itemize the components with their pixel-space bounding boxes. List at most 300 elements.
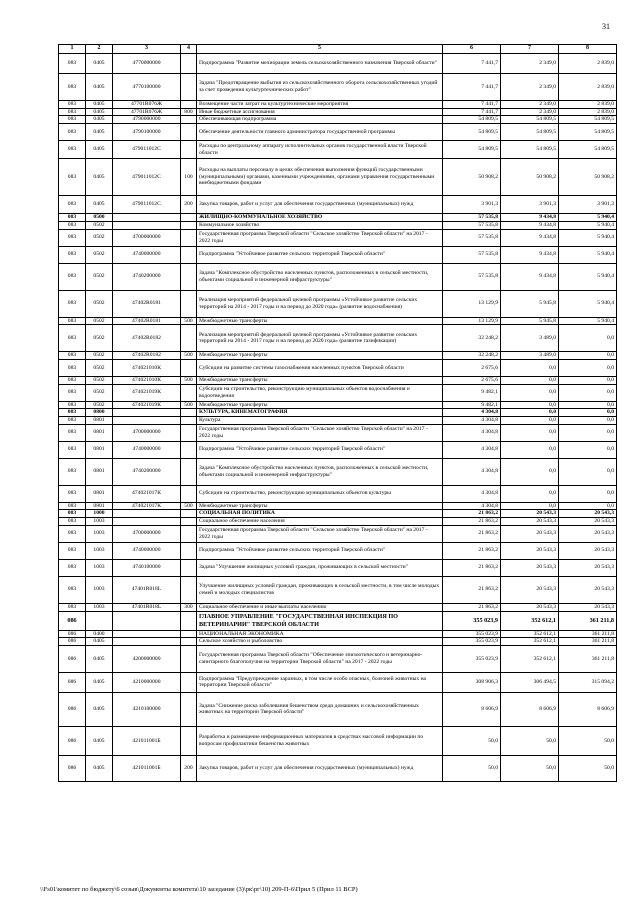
target-article-cell: 474021017К (113, 485, 181, 502)
admin-code-cell: 083 (59, 101, 86, 109)
amount-cell: 0,0 (501, 458, 559, 485)
table-row (59, 525, 617, 542)
column-header: 8 (559, 45, 617, 54)
target-article-cell (113, 214, 181, 222)
table-row (59, 317, 617, 325)
item-name-cell: Задача "Улучшение жилищных условий граждан, проживающих в сельской местности" (197, 559, 443, 576)
amount-cell: 9 434,8 (501, 229, 559, 246)
amount-cell: 306 494,5 (501, 672, 559, 692)
item-name-cell: Реализация мероприятий федеральной целевой программы «Устойчивое развитие сельских территорий на 2014 - 2017 годы и на период до 2020 года» (развитие газификации) (197, 325, 443, 352)
item-name-cell: Задача "Комплексное обустройство населенных пунктов, расположенных в сельской местности, объектами социальной и инженерной инфраструктуры" (197, 263, 443, 290)
admin-code-cell: 083 (59, 518, 86, 526)
expense-type-cell (181, 246, 197, 263)
amount-cell: 21 863,2 (443, 510, 501, 518)
target-article-cell: 47401R018L (113, 603, 181, 611)
amount-cell: 54 809,5 (443, 141, 501, 159)
amount-cell: 5 940,4 (559, 290, 617, 317)
expense-type-cell (181, 54, 197, 74)
section-code-cell: 1003 (86, 559, 113, 576)
section-code-cell: 0801 (86, 502, 113, 510)
section-code-cell: 0502 (86, 290, 113, 317)
expense-type-cell (181, 510, 197, 518)
target-article-cell: 4740100000 (113, 559, 181, 576)
target-article-cell: 47701R076Ж (113, 101, 181, 109)
expense-type-cell: 500 (181, 502, 197, 510)
target-article-cell: 474021010К (113, 376, 181, 384)
admin-code-cell: 083 (59, 290, 86, 317)
target-article-cell: 4770100000 (113, 74, 181, 101)
target-article-cell: 4740000000 (113, 441, 181, 458)
budget-table (58, 44, 617, 782)
table-body (59, 54, 617, 782)
expense-type-cell (181, 525, 197, 542)
column-header: 6 (443, 45, 501, 54)
expense-type-cell (181, 359, 197, 376)
admin-code-cell: 083 (59, 559, 86, 576)
column-header: 4 (181, 45, 197, 54)
amount-cell: 315 094,2 (559, 672, 617, 692)
amount-cell: 4 304,8 (443, 417, 501, 425)
target-article-cell: 47402R0181 (113, 317, 181, 325)
section-code-cell: 0405 (86, 54, 113, 74)
section-code-cell: 0405 (86, 638, 113, 646)
admin-code-cell: 086 (59, 638, 86, 646)
table-row (59, 542, 617, 559)
expense-type-cell (181, 263, 197, 290)
amount-cell: 2 675,6 (443, 359, 501, 376)
amount-cell: 0,0 (501, 417, 559, 425)
admin-code-cell: 086 (59, 755, 86, 781)
item-name-cell: Субсидии на строительство, реконструкцию муниципальных объектов культуры (197, 485, 443, 502)
target-article-cell: 474021019К (113, 384, 181, 401)
admin-code-cell: 083 (59, 196, 86, 214)
expense-type-cell: 500 (181, 376, 197, 384)
item-name-cell: ЖИЛИЩНО-КОММУНАЛЬНОЕ ХОЗЯЙСТВО (197, 214, 443, 222)
table-row (59, 352, 617, 360)
amount-cell: 0,0 (501, 502, 559, 510)
table-row (59, 755, 617, 781)
table-row (59, 692, 617, 726)
amount-cell: 54 809,5 (501, 124, 559, 141)
item-name-cell: Государственная программа Тверской области "Сельское хозяйство Тверской области" на 2017 - 2022 годы (197, 525, 443, 542)
section-code-cell: 1003 (86, 603, 113, 611)
amount-cell: 3 489,0 (501, 352, 559, 360)
item-name-cell: Межбюджетные трансферты (197, 502, 443, 510)
target-article-cell: 47402R0182 (113, 352, 181, 360)
admin-code-cell: 083 (59, 576, 86, 603)
item-name-cell: Разработка и размещение информационных материалов в средствах массовой информации по вопросам профилактики бешенства животных (197, 726, 443, 755)
expense-type-cell (181, 384, 197, 401)
admin-code-cell: 083 (59, 458, 86, 485)
amount-cell: 0,0 (501, 401, 559, 409)
table-row (59, 611, 617, 630)
item-name-cell: НАЦИОНАЛЬНАЯ ЭКОНОМИКА (197, 630, 443, 638)
item-name-cell: Субсидии на строительство, реконструкцию муниципальных объектов водоснабжения и водоотведения (197, 384, 443, 401)
amount-cell: 308 906,3 (443, 672, 501, 692)
section-code-cell: 0405 (86, 116, 113, 124)
section-code-cell: 0502 (86, 229, 113, 246)
section-code-cell: 0800 (86, 409, 113, 417)
section-code-cell: 0405 (86, 124, 113, 141)
expense-type-cell (181, 214, 197, 222)
admin-code-cell: 086 (59, 692, 86, 726)
section-code-cell: 0502 (86, 384, 113, 401)
section-code-cell: 0502 (86, 246, 113, 263)
expense-type-cell: 500 (181, 317, 197, 325)
expense-type-cell (181, 559, 197, 576)
expense-type-cell (181, 576, 197, 603)
section-code-cell: 0405 (86, 726, 113, 755)
amount-cell: 50,0 (501, 726, 559, 755)
amount-cell: 4 304,8 (443, 441, 501, 458)
amount-cell: 20 543,3 (559, 603, 617, 611)
expense-type-cell (181, 325, 197, 352)
section-code-cell: 0405 (86, 196, 113, 214)
column-header: 1 (59, 45, 86, 54)
amount-cell: 57 535,8 (443, 263, 501, 290)
item-name-cell: Подпрограмма "Предупреждение заразных, в том числе особо опасных, болезней животных на территории Тверской области" (197, 672, 443, 692)
section-code-cell: 0405 (86, 692, 113, 726)
table-row (59, 726, 617, 755)
amount-cell: 20 543,3 (559, 510, 617, 518)
item-name-cell: Государственная программа Тверской области "Обеспечение эпизоотического и ветеринарно-санитарного благополучия на территории Тверской области" на 2017 - 2022 годы (197, 645, 443, 672)
footer-file-path: \\Fs01\комитет по бюджету\6 созыв\Документы комитета\10 заседание (3)\рк\рг\10) 209-П-6\Прил 5 (Прил 11 ВСР) (40, 886, 358, 893)
table-row (59, 576, 617, 603)
amount-cell: 0,0 (501, 441, 559, 458)
amount-cell: 3 901,3 (501, 196, 559, 214)
expense-type-cell (181, 74, 197, 101)
amount-cell: 4 304,8 (443, 458, 501, 485)
table-row (59, 229, 617, 246)
table-row (59, 290, 617, 317)
table-row (59, 376, 617, 384)
amount-cell: 9 434,8 (501, 214, 559, 222)
expense-type-cell (181, 221, 197, 229)
expense-type-cell (181, 692, 197, 726)
expense-type-cell (181, 116, 197, 124)
amount-cell: 8 606,9 (443, 692, 501, 726)
column-header: 5 (197, 45, 443, 54)
admin-code-cell: 083 (59, 485, 86, 502)
section-code-cell: 1003 (86, 576, 113, 603)
target-article-cell: 4790100000 (113, 124, 181, 141)
amount-cell: 0,0 (559, 384, 617, 401)
section-code-cell: 0801 (86, 458, 113, 485)
item-name-cell: Подпрограмма "Развитие мелиорации земель сельскохозяйственного назначения Тверской области" (197, 54, 443, 74)
target-article-cell: 421011001Б (113, 726, 181, 755)
amount-cell: 2 349,0 (501, 54, 559, 74)
amount-cell: 355 023,9 (443, 630, 501, 638)
amount-cell: 2 349,0 (501, 101, 559, 109)
amount-cell: 9 482,1 (443, 401, 501, 409)
admin-code-cell: 086 (59, 645, 86, 672)
expense-type-cell (181, 229, 197, 246)
section-code-cell: 0405 (86, 108, 113, 116)
admin-code-cell: 083 (59, 424, 86, 441)
amount-cell: 352 612,1 (501, 638, 559, 646)
expense-type-cell (181, 726, 197, 755)
amount-cell: 0,0 (559, 424, 617, 441)
admin-code-cell: 083 (59, 401, 86, 409)
item-name-cell: Межбюджетные трансферты (197, 317, 443, 325)
amount-cell: 21 863,2 (443, 559, 501, 576)
target-article-cell (113, 417, 181, 425)
expense-type-cell (181, 458, 197, 485)
item-name-cell: Межбюджетные трансферты (197, 376, 443, 384)
admin-code-cell: 083 (59, 116, 86, 124)
expense-type-cell (181, 518, 197, 526)
table-row (59, 638, 617, 646)
amount-cell: 355 023,9 (443, 611, 501, 630)
amount-cell: 361 211,8 (559, 645, 617, 672)
table-row (59, 630, 617, 638)
target-article-cell: 4700000000 (113, 525, 181, 542)
column-header: 7 (501, 45, 559, 54)
target-article-cell: 47402R0182 (113, 325, 181, 352)
amount-cell: 361 211,8 (559, 638, 617, 646)
amount-cell: 2 349,0 (501, 74, 559, 101)
expense-type-cell (181, 417, 197, 425)
item-name-cell: Подпрограмма "Устойчивое развитие сельских территорий Тверской области" (197, 246, 443, 263)
table-row (59, 424, 617, 441)
expense-type-cell (181, 124, 197, 141)
expense-type-cell (181, 542, 197, 559)
amount-cell: 50,0 (559, 726, 617, 755)
amount-cell: 0,0 (501, 409, 559, 417)
table-row (59, 603, 617, 611)
target-article-cell: 47402R0181 (113, 290, 181, 317)
section-code-cell: 0502 (86, 376, 113, 384)
amount-cell: 352 612,1 (501, 611, 559, 630)
table-row (59, 417, 617, 425)
amount-cell: 0,0 (501, 424, 559, 441)
amount-cell: 0,0 (559, 441, 617, 458)
target-article-cell (113, 638, 181, 646)
amount-cell: 13 129,9 (443, 317, 501, 325)
amount-cell: 5 940,4 (559, 263, 617, 290)
amount-cell: 20 543,3 (501, 518, 559, 526)
amount-cell: 4 304,8 (443, 409, 501, 417)
amount-cell: 57 535,8 (443, 221, 501, 229)
amount-cell: 57 535,8 (443, 246, 501, 263)
amount-cell: 9 482,1 (443, 384, 501, 401)
amount-cell: 20 543,3 (501, 510, 559, 518)
item-name-cell: Межбюджетные трансферты (197, 401, 443, 409)
target-article-cell (113, 409, 181, 417)
admin-code-cell: 083 (59, 441, 86, 458)
amount-cell: 20 543,3 (501, 542, 559, 559)
expense-type-cell (181, 441, 197, 458)
amount-cell: 3 901,3 (559, 196, 617, 214)
item-name-cell: ГЛАВНОЕ УПРАВЛЕНИЕ "ГОСУДАРСТВЕННАЯ ИНСПЕКЦИЯ ПО ВЕТЕРИНАРИИ" ТВЕРСКОЙ ОБЛАСТИ (197, 611, 443, 630)
amount-cell: 5 940,4 (559, 246, 617, 263)
admin-code-cell: 083 (59, 409, 86, 417)
item-name-cell: Расходы на выплаты персоналу в целях обеспечения выполнения функций государственными (муниципальными) органами, казенными учреждениями, органами управления государственными внебюджетными фондами (197, 159, 443, 196)
admin-code-cell: 086 (59, 611, 86, 630)
table-row (59, 672, 617, 692)
amount-cell: 20 543,3 (559, 559, 617, 576)
header-row (59, 45, 617, 54)
item-name-cell: Иные бюджетные ассигнования (197, 108, 443, 116)
section-code-cell: 0405 (86, 159, 113, 196)
section-code-cell: 0801 (86, 441, 113, 458)
amount-cell: 5 940,4 (559, 229, 617, 246)
expense-type-cell: 500 (181, 401, 197, 409)
section-code-cell: 0502 (86, 401, 113, 409)
target-article-cell: 474021010К (113, 359, 181, 376)
target-article-cell: 474021019К (113, 401, 181, 409)
item-name-cell: СОЦИАЛЬНАЯ ПОЛИТИКА (197, 510, 443, 518)
amount-cell: 0,0 (501, 376, 559, 384)
item-name-cell: Социальное обеспечение населения (197, 518, 443, 526)
target-article-cell: 4200000000 (113, 645, 181, 672)
amount-cell: 50,0 (559, 755, 617, 781)
table-row (59, 645, 617, 672)
amount-cell: 20 543,3 (559, 518, 617, 526)
expense-type-cell: 500 (181, 352, 197, 360)
admin-code-cell: 083 (59, 214, 86, 222)
table-row (59, 441, 617, 458)
page-number: 31 (602, 22, 610, 31)
target-article-cell (113, 611, 181, 630)
target-article-cell: 421011001Б (113, 755, 181, 781)
amount-cell: 54 809,5 (559, 141, 617, 159)
amount-cell: 355 023,9 (443, 638, 501, 646)
table-row (59, 359, 617, 376)
amount-cell: 21 863,2 (443, 603, 501, 611)
expense-type-cell: 100 (181, 159, 197, 196)
section-code-cell: 1000 (86, 510, 113, 518)
admin-code-cell: 083 (59, 124, 86, 141)
admin-code-cell: 083 (59, 417, 86, 425)
amount-cell: 5 940,4 (559, 214, 617, 222)
target-article-cell: 4210000000 (113, 672, 181, 692)
amount-cell: 0,0 (559, 485, 617, 502)
target-article-cell (113, 630, 181, 638)
item-name-cell: Культура (197, 417, 443, 425)
amount-cell: 0,0 (559, 409, 617, 417)
amount-cell: 8 606,9 (559, 692, 617, 726)
target-article-cell (113, 221, 181, 229)
amount-cell: 50,0 (443, 755, 501, 781)
target-article-cell: 47701R076Ж (113, 108, 181, 116)
section-code-cell: 1003 (86, 542, 113, 559)
admin-code-cell: 086 (59, 672, 86, 692)
admin-code-cell: 083 (59, 317, 86, 325)
item-name-cell: КУЛЬТУРА, КИНЕМАТОГРАФИЯ (197, 409, 443, 417)
table-row (59, 116, 617, 124)
target-article-cell: 4700000000 (113, 424, 181, 441)
table-row (59, 409, 617, 417)
amount-cell: 2 839,0 (559, 74, 617, 101)
target-article-cell: 4770000000 (113, 54, 181, 74)
item-name-cell: Обеспечивающая подпрограмма (197, 116, 443, 124)
table-row (59, 502, 617, 510)
amount-cell: 50 908,2 (559, 159, 617, 196)
amount-cell: 9 434,8 (501, 246, 559, 263)
table-row (59, 518, 617, 526)
expense-type-cell (181, 611, 197, 630)
target-article-cell: 4210100000 (113, 692, 181, 726)
admin-code-cell: 086 (59, 630, 86, 638)
expense-type-cell: 800 (181, 108, 197, 116)
amount-cell: 5 940,4 (559, 317, 617, 325)
admin-code-cell: 083 (59, 384, 86, 401)
table-row (59, 108, 617, 116)
amount-cell: 54 809,5 (443, 116, 501, 124)
section-code-cell: 0400 (86, 630, 113, 638)
target-article-cell: 479011012С (113, 196, 181, 214)
admin-code-cell: 083 (59, 246, 86, 263)
amount-cell: 0,0 (501, 359, 559, 376)
amount-cell: 0,0 (559, 376, 617, 384)
amount-cell: 5 945,8 (501, 317, 559, 325)
amount-cell: 0,0 (559, 417, 617, 425)
item-name-cell: Закупка товаров, работ и услуг для обеспечения государственных (муниципальных) нужд (197, 196, 443, 214)
admin-code-cell: 083 (59, 108, 86, 116)
admin-code-cell: 083 (59, 221, 86, 229)
expense-type-cell (181, 141, 197, 159)
amount-cell: 7 441,7 (443, 74, 501, 101)
admin-code-cell: 083 (59, 502, 86, 510)
amount-cell: 20 543,3 (559, 576, 617, 603)
amount-cell: 0,0 (559, 325, 617, 352)
expense-type-cell: 300 (181, 603, 197, 611)
item-name-cell: Возмещение части затрат на культуртехнические мероприятия (197, 101, 443, 109)
section-code-cell: 0502 (86, 221, 113, 229)
admin-code-cell: 083 (59, 525, 86, 542)
expense-type-cell: 200 (181, 196, 197, 214)
table-row (59, 74, 617, 101)
admin-code-cell: 083 (59, 54, 86, 74)
admin-code-cell: 083 (59, 542, 86, 559)
amount-cell: 7 441,7 (443, 101, 501, 109)
section-code-cell: 0405 (86, 74, 113, 101)
amount-cell: 0,0 (559, 359, 617, 376)
amount-cell: 361 211,8 (559, 630, 617, 638)
amount-cell: 7 441,7 (443, 54, 501, 74)
table-row (59, 246, 617, 263)
item-name-cell: Сельское хозяйство и рыболовство (197, 638, 443, 646)
amount-cell: 2 839,0 (559, 108, 617, 116)
amount-cell: 50 908,2 (501, 159, 559, 196)
admin-code-cell: 083 (59, 229, 86, 246)
expense-type-cell (181, 638, 197, 646)
expense-type-cell (181, 409, 197, 417)
amount-cell: 8 606,9 (501, 692, 559, 726)
target-article-cell: 47401R018L (113, 576, 181, 603)
section-code-cell: 0801 (86, 485, 113, 502)
item-name-cell: Закупка товаров, работ и услуг для обеспечения государственных (муниципальных) нужд (197, 755, 443, 781)
admin-code-cell: 083 (59, 159, 86, 196)
amount-cell: 0,0 (501, 384, 559, 401)
section-code-cell: 0405 (86, 141, 113, 159)
admin-code-cell: 083 (59, 359, 86, 376)
admin-code-cell: 083 (59, 325, 86, 352)
table-row (59, 559, 617, 576)
admin-code-cell: 083 (59, 603, 86, 611)
amount-cell: 54 809,5 (559, 124, 617, 141)
amount-cell: 50,0 (443, 726, 501, 755)
item-name-cell: Улучшение жилищных условий граждан, проживающих в сельской местности, в том числе молодых семей и молодых специалистов (197, 576, 443, 603)
target-article-cell: 4790000000 (113, 116, 181, 124)
amount-cell: 0,0 (559, 502, 617, 510)
section-code-cell: 0405 (86, 101, 113, 109)
amount-cell: 54 809,5 (501, 141, 559, 159)
amount-cell: 9 434,8 (501, 263, 559, 290)
amount-cell: 21 863,2 (443, 542, 501, 559)
amount-cell: 0,0 (559, 458, 617, 485)
